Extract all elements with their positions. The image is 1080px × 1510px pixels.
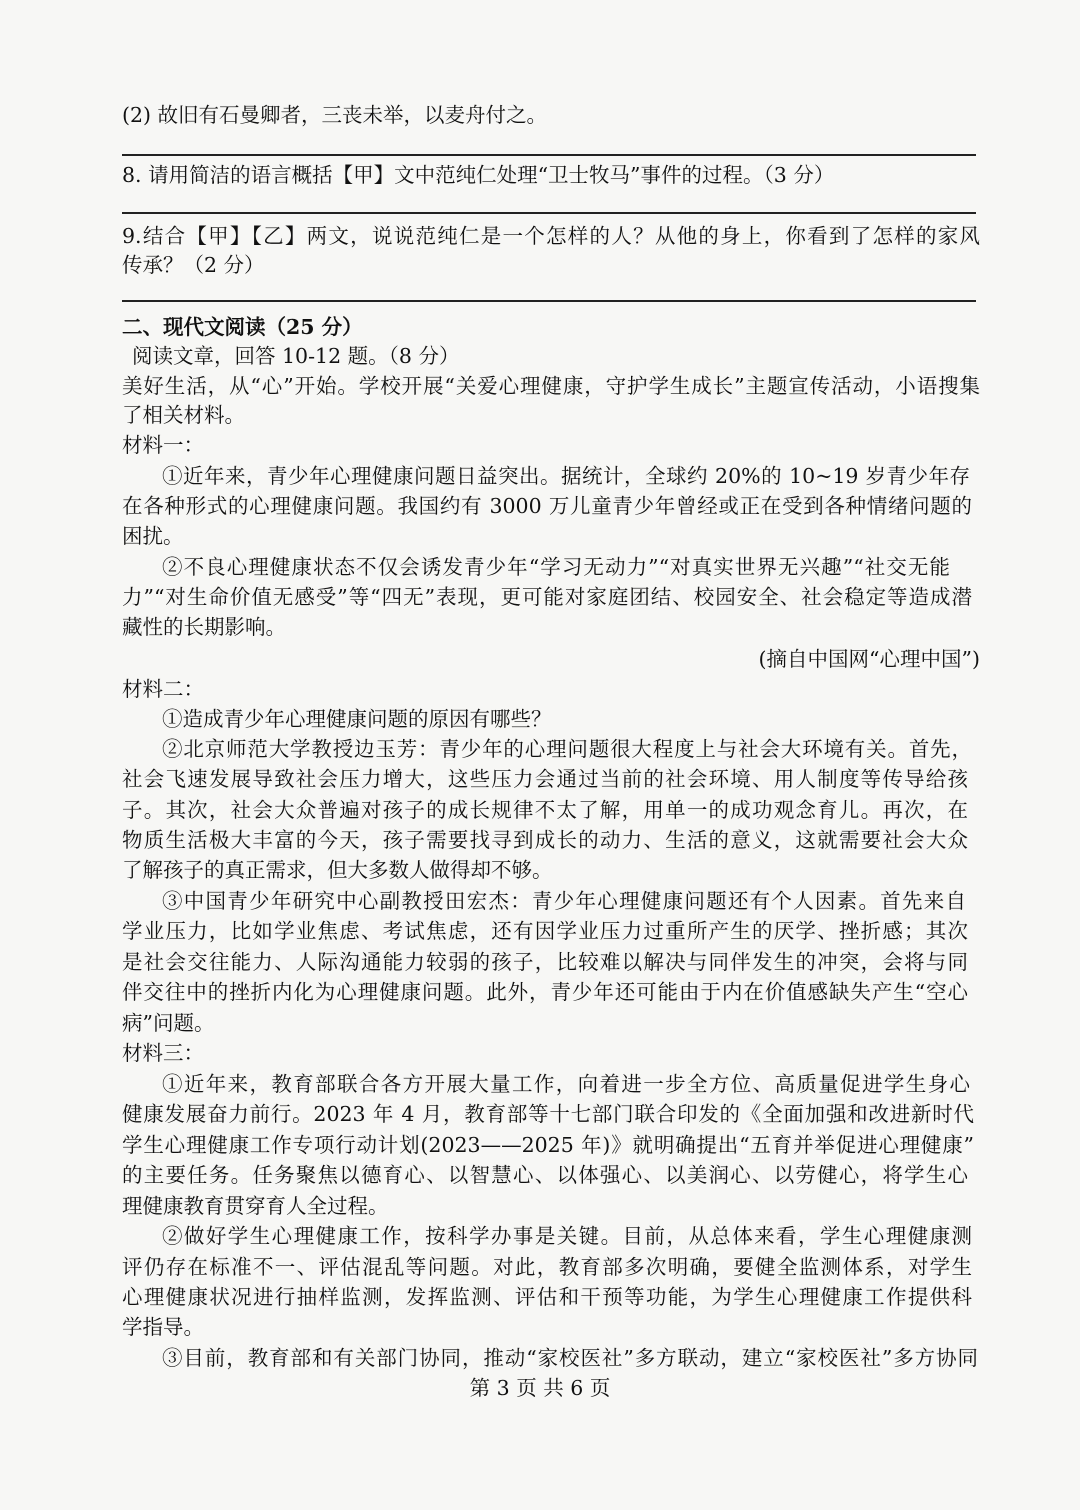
material-1-source: (摘自中国网“心理中国”) (758, 647, 980, 671)
material-3-p1-line-1: ①近年来，教育部联合各方开展大量工作，向着进一步全方位、高质量促进学生身心 (162, 1072, 970, 1096)
section-title: 二、现代文阅读（25 分） (122, 315, 363, 339)
material-1-heading: 材料一： (122, 433, 204, 457)
material-3-p2-line-2: 评仍存在标准不一、评估混乱等问题。对此，教育部多次明确，要健全监测体系，对学生 (122, 1255, 972, 1279)
material-3-p1-line-5: 理健康教育贯穿育人全过程。 (122, 1194, 389, 1218)
page-number-footer: 第 3 页 共 6 页 (469, 1376, 611, 1400)
material-1-p1-line-2: 在各种形式的心理健康问题。我国约有 3000 万儿童青少年曾经或正在受到各种情绪问题的 (122, 494, 972, 518)
material-2-p3-line-4: 伴交往中的挫折内化为心理健康问题。此外，青少年还可能由于内在价值感缺失产生“空心 (122, 980, 968, 1004)
material-3-p2-line-1: ②做好学生心理健康工作，按科学办事是关键。目前，从总体来看，学生心理健康测 (162, 1224, 972, 1248)
material-2-p2-line-1: ②北京师范大学教授边玉芳：青少年的心理问题很大程度上与社会大环境有关。首先， (162, 737, 972, 761)
material-2-heading: 材料二： (122, 677, 204, 701)
intro-line-1: 美好生活，从“心”开始。学校开展“关爱心理健康，守护学生成长”主题宣传活动，小语搜集 (122, 374, 980, 398)
question-8: 8. 请用简洁的语言概括【甲】文中范纯仁处理“卫士牧马”事件的过程。（3 分） (122, 163, 835, 187)
material-2-p1: ①造成青少年心理健康问题的原因有哪些？ (162, 707, 552, 731)
material-1-p1-line-3: 困扰。 (122, 524, 184, 548)
material-2-p2-line-5: 了解孩子的真正需求，但大多数人做得却不够。 (122, 858, 553, 882)
material-3-p3-line-1: ③目前，教育部和有关部门协同，推动“家校医社”多方联动，建立“家校医社”多方协同 (162, 1346, 978, 1370)
material-3-p1-line-2: 健康发展奋力前行。2023 年 4 月，教育部等十七部门联合印发的《全面加强和改进新时代 (122, 1102, 974, 1126)
material-1-p2-line-2: 力”“对生命价值无感受”等“四无”表现，更可能对家庭团结、校园安全、社会稳定等造成潜 (122, 585, 972, 609)
intro-line-2: 了相关材料。 (122, 403, 245, 427)
material-2-p2-line-4: 物质生活极大丰富的今天，孩子需要找寻到成长的动力、生活的意义，这就需要社会大众 (122, 828, 968, 852)
question-9-line-2: 传承？（2 分） (122, 253, 265, 277)
material-2-p3-line-3: 是社会交往能力、人际沟通能力较弱的孩子，比较难以解决与同伴发生的冲突，会将与同 (122, 950, 968, 974)
material-3-p1-line-3: 学生心理健康工作专项行动计划(2023——2025 年)》就明确提出“五育并举促进心理健康” (122, 1133, 974, 1157)
question-9-line-1: 9.结合【甲】【乙】两文，说说范纯仁是一个怎样的人？从他的身上，你看到了怎样的家风 (122, 224, 980, 248)
material-1-p1-line-1: ①近年来，青少年心理健康问题日益突出。据统计，全球约 20%的 10~19 岁青少年存 (162, 464, 970, 488)
material-2-p3-line-2: 学业压力，比如学业焦虑、考试焦虑，还有因学业压力过重所产生的厌学、挫折感；其次 (122, 919, 968, 943)
answer-line (122, 212, 976, 214)
answer-line (122, 300, 976, 302)
material-3-p2-line-3: 心理健康状况进行抽样监测，发挥监测、评估和干预等功能，为学生心理健康工作提供科 (122, 1285, 972, 1309)
reading-instruction: 阅读文章，回答 10-12 题。（8 分） (132, 344, 460, 368)
material-2-p3-line-1: ③中国青少年研究中心副教授田宏杰：青少年心理健康问题还有个人因素。首先来自 (162, 889, 966, 913)
answer-line (122, 154, 976, 156)
material-1-p2-line-1: ②不良心理健康状态不仅会诱发青少年“学习无动力”“对真实世界无兴趣”“社交无能 (162, 555, 950, 579)
material-3-p2-line-4: 学指导。 (122, 1315, 204, 1339)
material-3-heading: 材料三： (122, 1041, 204, 1065)
q7-item-2: (2) 故旧有石曼卿者，三丧未举，以麦舟付之。 (122, 103, 548, 127)
material-2-p2-line-2: 社会飞速发展导致社会压力增大，这些压力会通过当前的社会环境、用人制度等传导给孩 (122, 767, 968, 791)
material-3-p1-line-4: 的主要任务。任务聚焦以德育心、以智慧心、以体强心、以美润心、以劳健心，将学生心 (122, 1163, 968, 1187)
material-2-p3-line-5: 病”问题。 (122, 1011, 215, 1035)
material-2-p2-line-3: 子。其次，社会大众普遍对孩子的成长规律不太了解，用单一的成功观念育儿。再次，在 (122, 798, 968, 822)
material-1-p2-line-3: 藏性的长期影响。 (122, 615, 286, 639)
